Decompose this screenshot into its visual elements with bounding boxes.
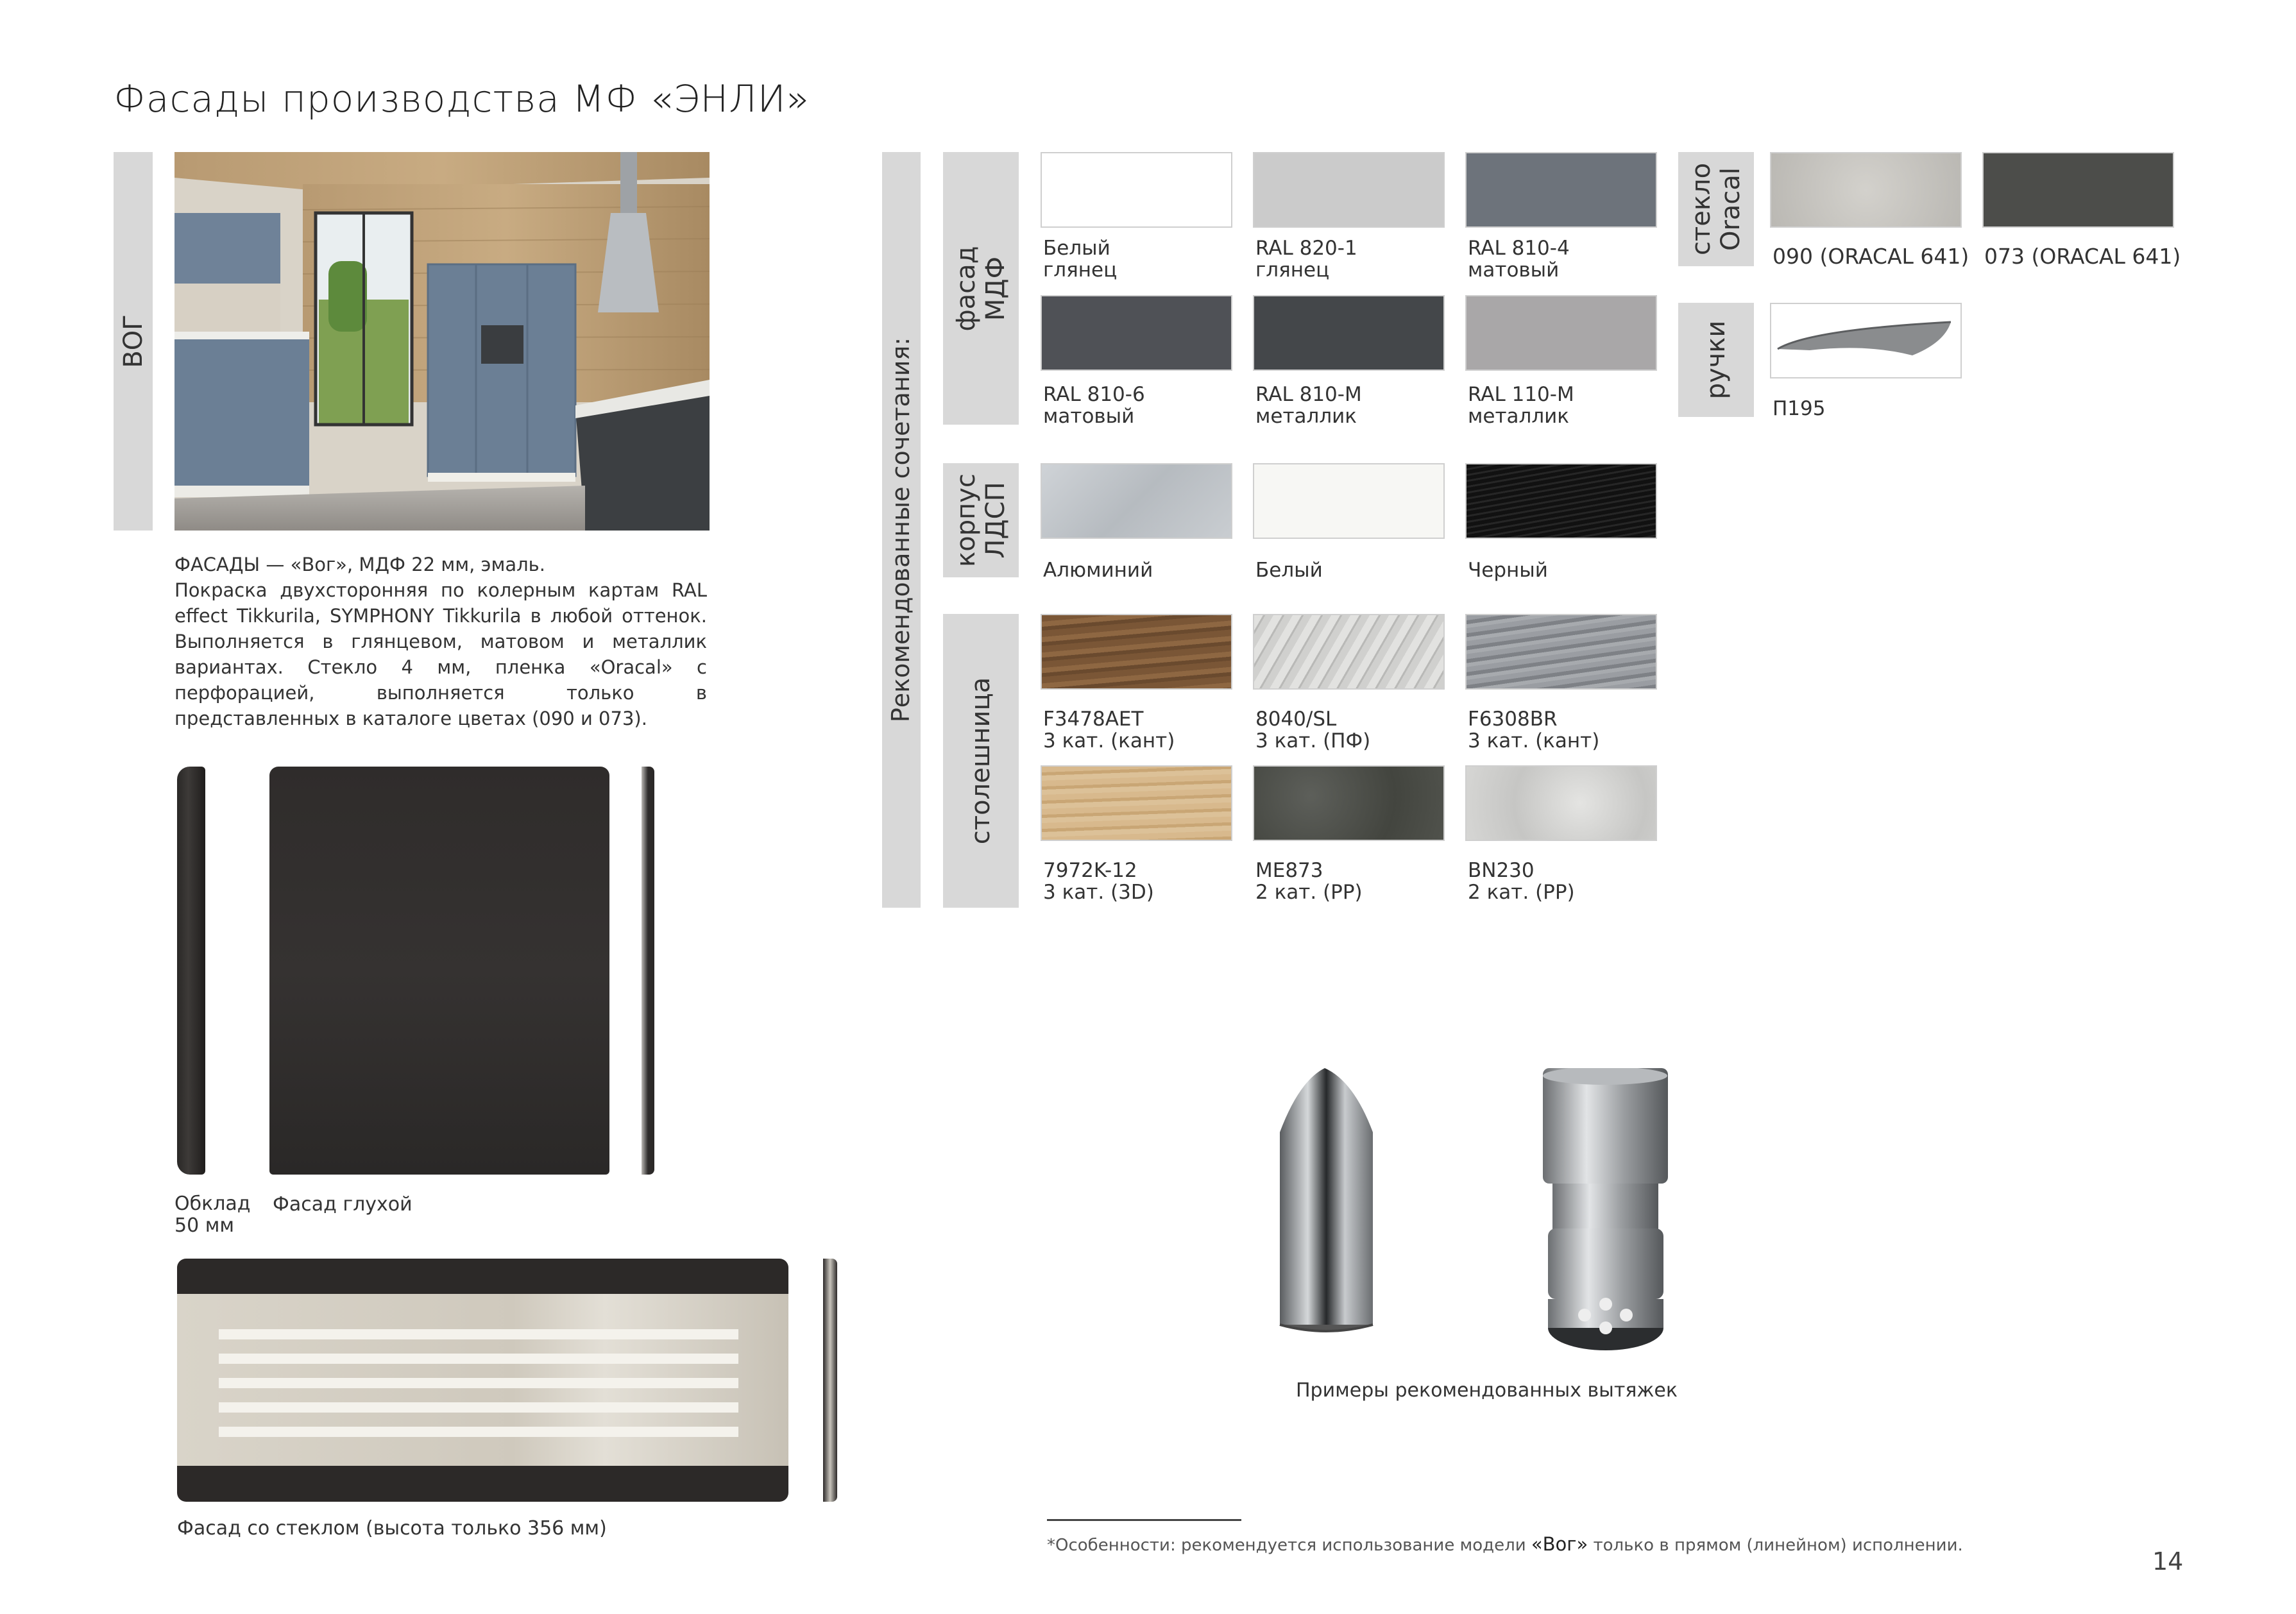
glass-tab-label-line1: стекло (1687, 162, 1716, 256)
facade-swatch-name: RAL 820-1 (1255, 237, 1357, 260)
facade-swatch-name: RAL 110-M (1468, 383, 1574, 406)
facade-tab-label (951, 246, 1010, 331)
facade-swatch-name: Белый (1043, 237, 1110, 260)
oblad-profile (177, 767, 205, 1175)
facade-swatch-finish: глянец (1255, 259, 1330, 282)
body-tab-label (951, 473, 1010, 567)
countertop-swatch-name: ME873 (1255, 859, 1323, 882)
body-swatch-name: Алюминий (1043, 559, 1153, 582)
countertop-swatch-name: 7972K-12 (1043, 859, 1137, 882)
handle-swatch (1770, 303, 1962, 378)
glass-tab-label-line2: Oracal (1716, 167, 1746, 251)
recommended-tab (882, 152, 921, 908)
description-line-1: ФАСАДЫ — «Вог», МДФ 22 мм, эмаль. (174, 554, 545, 575)
footnote-suffix: только в прямом (линейном) исполнении. (1588, 1536, 1963, 1555)
countertop-swatch-category: 3 кат. (3D) (1043, 881, 1154, 904)
countertop-swatch-name: BN230 (1468, 859, 1535, 882)
glass-facade-edge (823, 1259, 837, 1502)
model-tab (114, 152, 153, 531)
body-swatch-name: Белый (1255, 559, 1323, 582)
glass-facade-image (177, 1259, 788, 1502)
blind-facade-caption: Фасад глухой (273, 1193, 412, 1216)
facade-swatch-finish: матовый (1468, 259, 1560, 282)
countertop-swatch (1041, 765, 1232, 841)
hoods-caption: Примеры рекомендованных вытяжек (1296, 1379, 1678, 1402)
countertop-swatch-name: F3478AET (1043, 708, 1144, 731)
footnote-model: «Вог» (1531, 1533, 1588, 1555)
facade-swatch-name: RAL 810-M (1255, 383, 1362, 406)
oblad-caption-line2: 50 мм (174, 1214, 234, 1237)
countertop-swatch-name: 8040/SL (1255, 708, 1337, 731)
oblad-caption-line1: Обклад (174, 1193, 251, 1215)
countertop-swatch-category: 3 кат. (кант) (1043, 729, 1175, 752)
facade-swatch-name: RAL 810-4 (1468, 237, 1570, 260)
countertop-swatch-name: F6308BR (1468, 708, 1558, 731)
facade-swatch-finish: глянец (1043, 259, 1118, 282)
facade-swatch-finish: матовый (1043, 405, 1135, 428)
glass-swatch-name: 073 (ORACAL 641) (1984, 244, 2181, 269)
facade-swatch (1465, 152, 1657, 228)
handle-profile-icon (1771, 304, 1960, 377)
facade-edge-profile (642, 767, 654, 1175)
oblad-caption (174, 1193, 251, 1237)
facade-swatch (1465, 295, 1657, 371)
glass-tab-label (1687, 163, 1746, 255)
countertop-swatch (1465, 765, 1657, 841)
facade-swatch (1041, 152, 1232, 228)
countertop-swatch (1041, 614, 1232, 690)
facade-tab (943, 152, 1019, 425)
body-swatch-aluminum (1041, 463, 1232, 539)
countertop-swatch-category: 2 кат. (PP) (1468, 881, 1575, 904)
handles-tab (1678, 303, 1754, 417)
countertop-swatch-category: 3 кат. (ПФ) (1255, 729, 1371, 752)
recommended-label: Рекомендованные сочетания: (887, 337, 915, 723)
kitchen-photo (174, 152, 710, 531)
body-tab-label-line1: корпус (951, 473, 981, 567)
countertop-swatch-category: 3 кат. (кант) (1468, 729, 1600, 752)
model-tab-label: ВОГ (118, 314, 148, 368)
countertop-swatch (1253, 614, 1445, 690)
footnote (1047, 1533, 1963, 1555)
body-tab (943, 463, 1019, 577)
body-swatch-white (1253, 463, 1445, 539)
countertop-swatch (1253, 765, 1445, 841)
page-number: 14 (2152, 1547, 2184, 1576)
countertop-tab (943, 614, 1019, 908)
description-line-2: Покраска двухсторонняя по колерным картам RAL effect Tikkurila, SYMPHONY Tikkurila в любой оттенок. Выполняется в глянцевом, матовом и металлик вариантах. Стекло 4 мм, пленка «Oracal» с перфорацией, выполняется только в представленных в каталоге цветах (090 и 073). (174, 579, 707, 729)
countertop-swatch (1465, 614, 1657, 690)
facade-swatch (1253, 295, 1445, 371)
glass-facade-caption: Фасад со стеклом (высота только 356 мм) (177, 1517, 607, 1540)
body-swatch-name: Черный (1468, 559, 1548, 582)
handle-name: П195 (1773, 397, 1826, 420)
facade-swatch (1253, 152, 1445, 228)
blind-facade-image (269, 767, 609, 1175)
facade-swatch-finish: металлик (1255, 405, 1357, 428)
glass-swatch-name: 090 (ORACAL 641) (1773, 244, 1969, 269)
countertop-swatch-category: 2 кат. (PP) (1255, 881, 1363, 904)
facade-swatch-name: RAL 810-6 (1043, 383, 1145, 406)
hood-image-1 (1273, 1068, 1379, 1338)
page-title: Фасады производства МФ «ЭНЛИ» (114, 77, 810, 121)
hood-image-2 (1530, 1068, 1681, 1357)
handles-tab-label: ручки (1701, 320, 1731, 400)
facade-swatch (1041, 295, 1232, 371)
countertop-tab-label: столешница (966, 677, 996, 845)
glass-swatch (1770, 152, 1962, 228)
facade-tab-label-line1: фасад (951, 246, 981, 331)
glass-swatch (1982, 152, 2174, 228)
footnote-prefix: *Особенности: рекомендуется использование модели (1047, 1536, 1531, 1555)
description (174, 552, 707, 731)
facade-tab-label-line2: МДФ (981, 256, 1010, 321)
footnote-divider (1047, 1519, 1241, 1521)
body-swatch-black (1465, 463, 1657, 539)
glass-tab (1678, 152, 1754, 266)
body-tab-label-line2: ЛДСП (981, 482, 1010, 559)
facade-swatch-finish: металлик (1468, 405, 1570, 428)
